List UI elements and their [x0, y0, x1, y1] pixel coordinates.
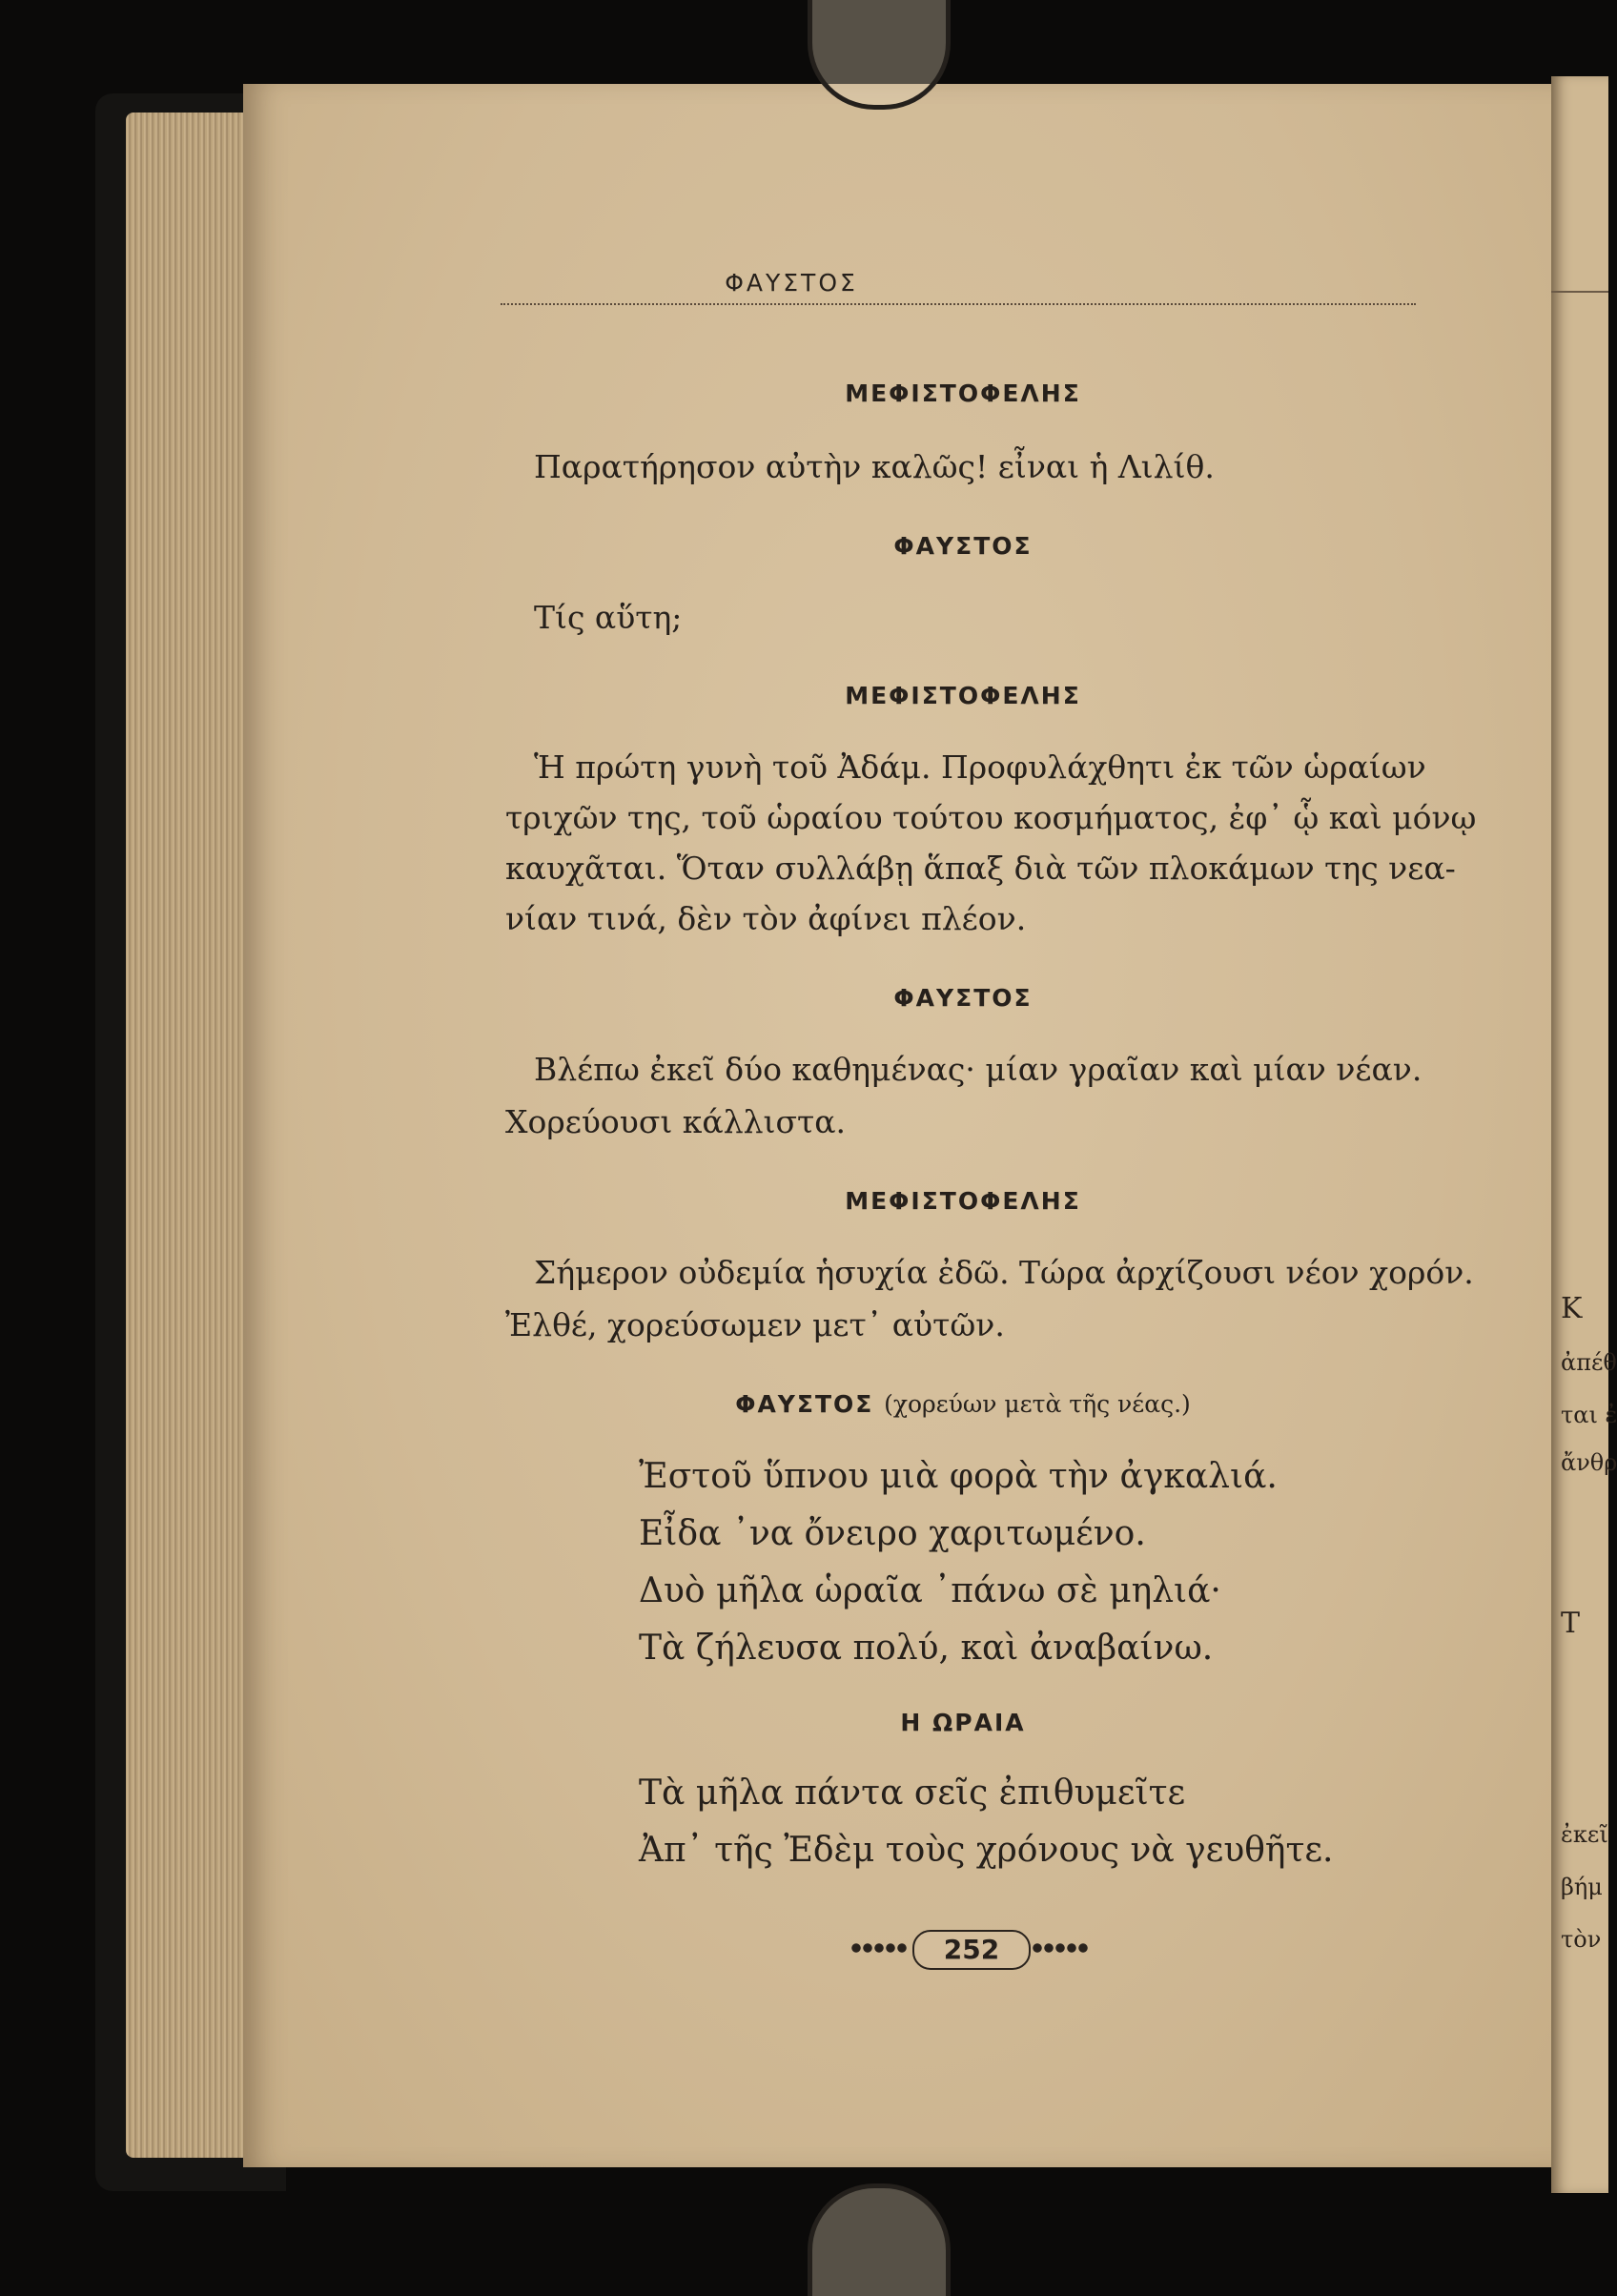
adjacent-page — [1551, 76, 1617, 2193]
running-head-rule — [501, 303, 1416, 315]
dialogue-line: Ἐλθέ, χορεύσωμεν μετ᾽ αὐτῶν. — [505, 1306, 1005, 1343]
speaker-heading: ΦΑΥΣΤΟΣ — [893, 532, 1033, 560]
dialogue-line: Τίς αὕτη; — [534, 599, 683, 636]
page-number-ornament — [850, 1926, 1089, 1970]
dialogue-line: Βλέπω ἐκεῖ δύο καθημένας· μίαν γραῖαν καὶ μίαν νέαν. — [534, 1051, 1423, 1088]
dialogue-line: Ἡ πρώτη γυνὴ τοῦ Ἀδάμ. Προφυλάχθητι ἐκ τῶν ὡραίων — [534, 748, 1426, 786]
verse-line: Ἐστοῦ ὕπνου μιὰ φορὰ τὴν ἀγκαλιά. — [639, 1457, 1278, 1496]
ornament-right — [1032, 1937, 1089, 1958]
dialogue-line: Χορεύουσι κάλλιστα. — [505, 1103, 847, 1140]
verse-line: Δυὸ μῆλα ὡραῖα ᾽πάνω σὲ μηλιά· — [639, 1571, 1221, 1610]
page-number: 252 — [912, 1930, 1031, 1970]
verse-line: Ἀπ᾽ τῆς Ἐδὲμ τοὺς χρόνους νὰ γευθῆτε. — [639, 1831, 1334, 1870]
dialogue-line: Σήμερον οὐδεμία ἡσυχία ἐδῶ. Τώρα ἀρχίζουσι νέον χορόν. — [534, 1254, 1474, 1291]
speaker-heading: ΦΑΥΣΤΟΣ — [893, 984, 1033, 1012]
adjacent-page-rule — [1551, 291, 1608, 293]
adjacent-fragment: Κ — [1561, 1292, 1583, 1325]
adjacent-fragment: ἀπέθ — [1561, 1349, 1617, 1376]
verse-line: Εἶδα ᾽να ὄνειρο χαριτωμένο. — [639, 1514, 1146, 1553]
verse-line: Τὰ ζήλευσα πολύ, καὶ ἀναβαίνω. — [639, 1629, 1214, 1668]
adjacent-fragment: ἐκεῖ — [1561, 1821, 1608, 1848]
dialogue-line: Παρατήρησον αὐτὴν καλῶς! εἶναι ἡ Λιλίθ. — [534, 448, 1215, 485]
adjacent-fragment: βήμ — [1561, 1874, 1603, 1900]
stage-direction: (χορεύων μετὰ τῆς νέας.) — [884, 1390, 1191, 1418]
ornament-left — [850, 1937, 908, 1958]
adjacent-fragment: Τ — [1561, 1607, 1581, 1640]
speaker-name: ΦΑΥΣΤΟΣ — [735, 1390, 874, 1418]
dialogue-line: τριχῶν της, τοῦ ὡραίου τούτου κοσμήματος, ἐφ᾽ ᾧ καὶ μόνῳ — [505, 799, 1477, 836]
verse-line: Τὰ μῆλα πάντα σεῖς ἐπιθυμεῖτε — [639, 1773, 1186, 1813]
running-head: ΦΑΥΣΤΟΣ — [725, 269, 858, 297]
adjacent-fragment: ἄνθρ — [1561, 1449, 1617, 1476]
speaker-heading: ΜΕΦΙΣΤΟΦΕΛΗΣ — [845, 1187, 1081, 1215]
adjacent-fragment: τὸν — [1561, 1926, 1602, 1953]
speaker-heading: Η ΩΡΑΙΑ — [900, 1709, 1026, 1736]
speaker-heading: ΜΕΦΙΣΤΟΦΕΛΗΣ — [845, 379, 1081, 407]
dialogue-line: καυχᾶται. Ὅταν συλλάβῃ ἅπαξ διὰ τῶν πλοκάμων της νεα- — [505, 850, 1456, 887]
speaker-heading — [505, 1390, 1421, 1418]
page-edges — [126, 113, 248, 2158]
page-clip-bottom — [808, 2183, 951, 2296]
adjacent-fragment: ται ἐ — [1561, 1402, 1617, 1428]
speaker-heading: ΜΕΦΙΣΤΟΦΕΛΗΣ — [845, 682, 1081, 709]
dialogue-line: νίαν τινά, δὲν τὸν ἀφίνει πλέον. — [505, 900, 1027, 937]
